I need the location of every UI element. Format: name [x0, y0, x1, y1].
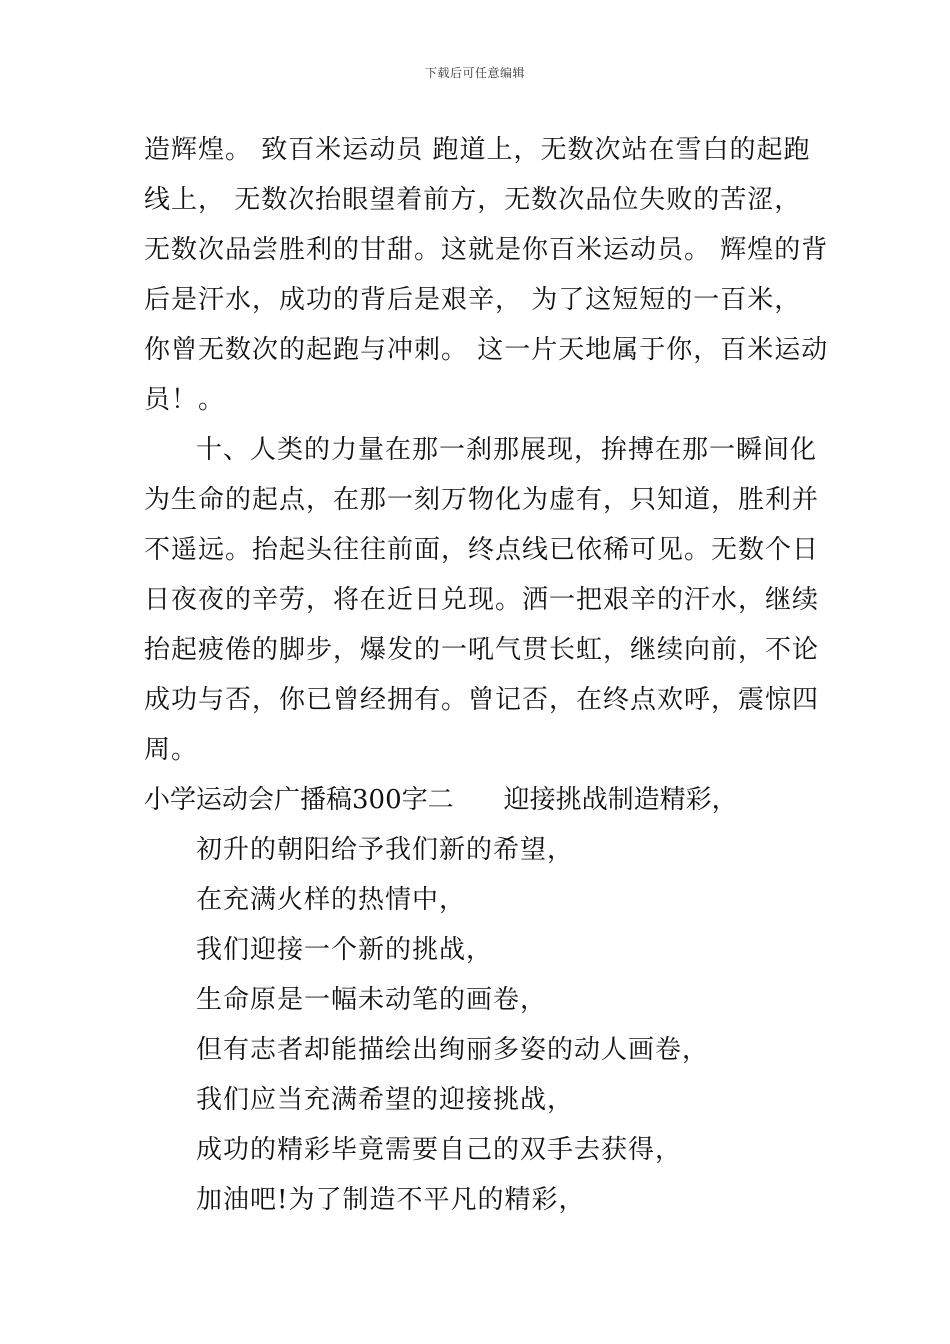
- body-line: 无数次品尝胜利的甘甜。这就是你百米运动员。 辉煌的背: [144, 235, 829, 265]
- poem-line: 但有志者却能描绘出绚丽多姿的动人画卷，: [196, 1035, 710, 1065]
- poem-line: 初升的朝阳给予我们新的希望，: [196, 835, 575, 865]
- body-line: 造辉煌。 致百米运动员 跑道上，无数次站在雪白的起跑: [144, 135, 811, 165]
- body-line: 周。: [144, 735, 199, 765]
- body-line: 日夜夜的辛劳，将在近日兑现。洒一把艰辛的汗水，继续: [144, 585, 820, 615]
- poem-line: 我们迎接一个新的挑战，: [196, 935, 494, 965]
- body-line: 线上， 无数次抬眼望着前方，无数次品位失败的苦涩，: [144, 185, 802, 215]
- page-header: 下载后可任意编辑: [424, 66, 525, 80]
- body-line: 你曾无数次的起跑与冲刺。 这一片天地属于你，百米运动: [144, 335, 829, 365]
- section-title: [144, 783, 738, 817]
- poem-line: 成功的精彩毕竟需要自己的双手去获得，: [196, 1135, 683, 1165]
- section-title-text: 小学运动会广播稿300字二: [144, 785, 454, 815]
- body-line: 后是汗水，成功的背后是艰辛， 为了这短短的一百米，: [144, 285, 802, 315]
- paragraph-start: 十、人类的力量在那一刹那展现，拚搏在那一瞬间化: [196, 435, 818, 465]
- poem-line: 加油吧!为了制造不平凡的精彩，: [196, 1185, 586, 1215]
- body-line: 员！。: [144, 385, 226, 415]
- section-title-tagline: 迎接挑战制造精彩，: [503, 785, 738, 815]
- poem-line: 我们应当充满希望的迎接挑战，: [196, 1085, 575, 1115]
- poem-line: 在充满火样的热情中，: [196, 885, 467, 915]
- body-line: 为生命的起点，在那一刻万物化为虚有，只知道，胜利并: [144, 485, 820, 515]
- poem-line: 生命原是一幅未动笔的画卷，: [196, 985, 548, 1015]
- body-line: 成功与否，你已曾经拥有。曾记否，在终点欢呼，震惊四: [144, 685, 820, 715]
- body-line: 不遥远。抬起头往往前面，终点线已依稀可见。无数个日: [144, 535, 820, 565]
- body-line: 抬起疲倦的脚步，爆发的一吼气贯长虹，继续向前，不论: [144, 635, 820, 665]
